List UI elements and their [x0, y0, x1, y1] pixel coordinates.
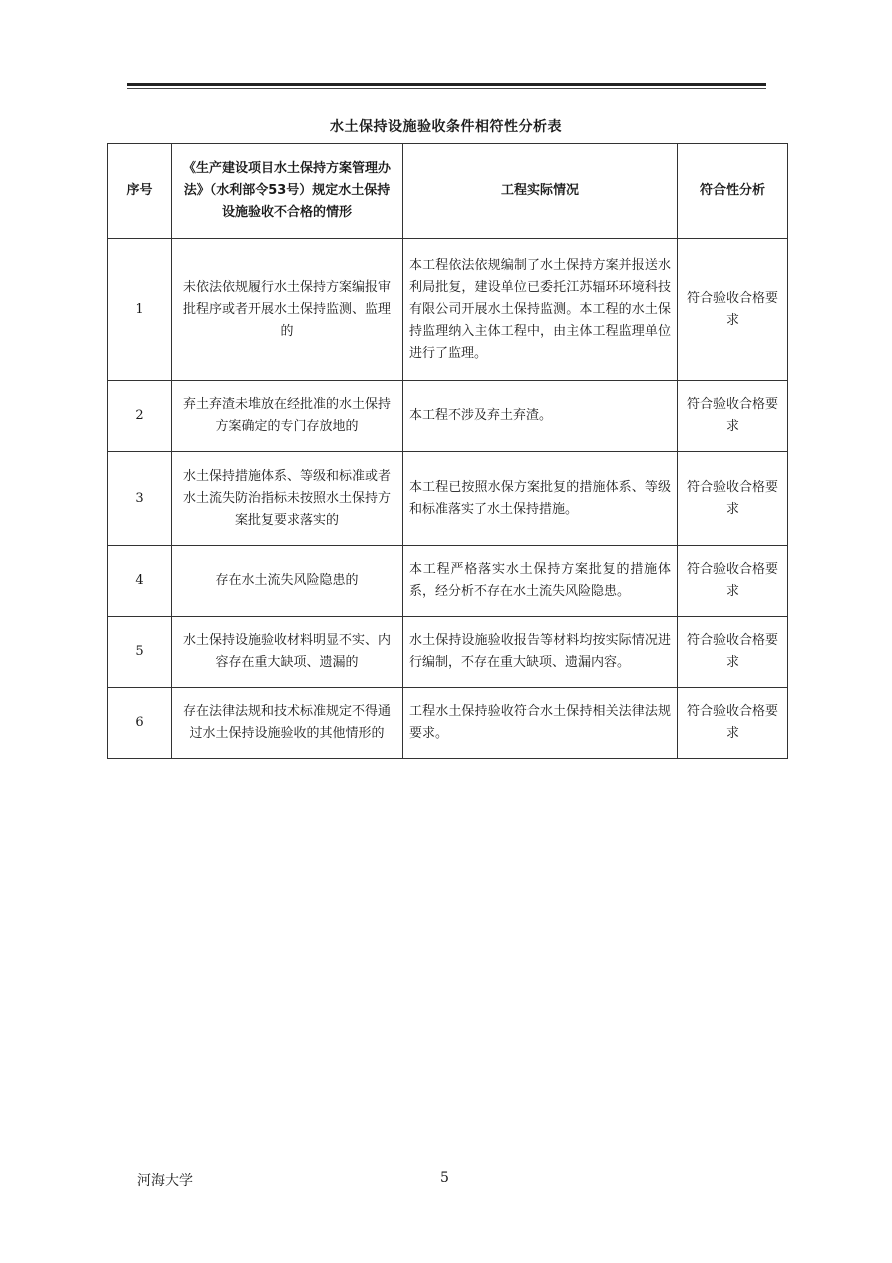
- cell-actual: 工程水土保持验收符合水土保持相关法律法规要求。: [403, 688, 678, 759]
- cell-result: 符合验收合格要求: [678, 546, 788, 617]
- table-row: [108, 546, 788, 617]
- cell-result: 符合验收合格要求: [678, 239, 788, 381]
- cell-actual: 水土保持设施验收报告等材料均按实际情况进行编制，不存在重大缺项、遗漏内容。: [403, 617, 678, 688]
- footer-organization: 河海大学: [137, 1173, 193, 1189]
- header-rule: 《生产建设项目水土保持方案管理办法》（水利部令53号）规定水土保持设施验收不合格的情形: [172, 144, 403, 239]
- cell-no: 5: [108, 617, 172, 688]
- cell-result: 符合验收合格要求: [678, 688, 788, 759]
- cell-no: 1: [108, 239, 172, 381]
- cell-result: 符合验收合格要求: [678, 381, 788, 452]
- cell-rule: 未依法依规履行水土保持方案编报审批程序或者开展水土保持监测、监理的: [172, 239, 403, 381]
- cell-actual: 本工程不涉及弃土弃渣。: [403, 381, 678, 452]
- cell-rule: 存在法律法规和技术标准规定不得通过水土保持设施验收的其他情形的: [172, 688, 403, 759]
- cell-actual: 本工程已按照水保方案批复的措施体系、等级和标准落实了水土保持措施。: [403, 452, 678, 546]
- cell-result: 符合验收合格要求: [678, 617, 788, 688]
- header-no: 序号: [108, 144, 172, 239]
- cell-no: 6: [108, 688, 172, 759]
- cell-no: 3: [108, 452, 172, 546]
- cell-no: 4: [108, 546, 172, 617]
- cell-rule: 存在水土流失风险隐患的: [172, 546, 403, 617]
- document-title: 水土保持设施验收条件相符性分析表: [330, 119, 562, 135]
- header-rule-thin: [127, 88, 766, 89]
- cell-rule: 水土保持设施验收材料明显不实、内容存在重大缺项、遗漏的: [172, 617, 403, 688]
- cell-rule: 水土保持措施体系、等级和标准或者水土流失防治指标未按照水土保持方案批复要求落实的: [172, 452, 403, 546]
- table-row: [108, 617, 788, 688]
- table-row: [108, 239, 788, 381]
- table-row: [108, 452, 788, 546]
- cell-rule: 弃土弃渣未堆放在经批准的水土保持方案确定的专门存放地的: [172, 381, 403, 452]
- page-number: 5: [440, 1170, 449, 1186]
- header-actual: 工程实际情况: [403, 144, 678, 239]
- compliance-analysis-table: [107, 143, 788, 759]
- table-row: [108, 381, 788, 452]
- cell-no: 2: [108, 381, 172, 452]
- cell-result: 符合验收合格要求: [678, 452, 788, 546]
- header-rule: [127, 83, 766, 86]
- cell-actual: 本工程依法依规编制了水土保持方案并报送水利局批复，建设单位已委托江苏辐环环境科技有限公司开展水土保持监测。本工程的水土保持监理纳入主体工程中，由主体工程监理单位进行了监理。: [403, 239, 678, 381]
- table-header-row: [108, 144, 788, 239]
- cell-actual: 本工程严格落实水土保持方案批复的措施体系，经分析不存在水土流失风险隐患。: [403, 546, 678, 617]
- table-row: [108, 688, 788, 759]
- header-result: 符合性分析: [678, 144, 788, 239]
